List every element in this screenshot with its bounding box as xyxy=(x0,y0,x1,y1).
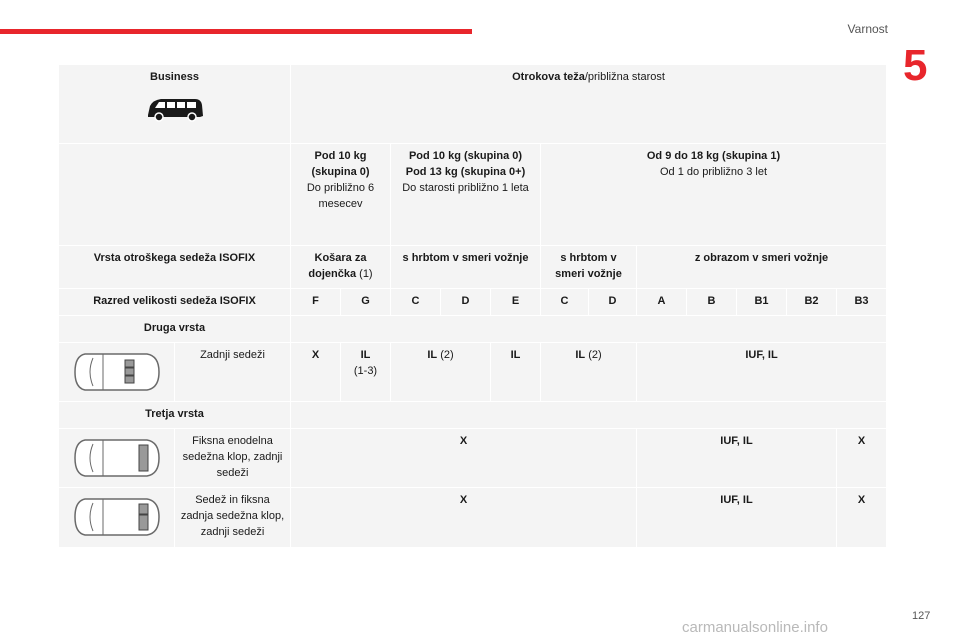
value-cell: X xyxy=(291,487,637,547)
row-3-seat: Fiksna enodelna sedežna klop, zadnji sedeži xyxy=(175,428,291,487)
weight-header: Otrokova teža/približna starost xyxy=(291,65,887,144)
table-row xyxy=(59,401,887,428)
car-top-view-icon xyxy=(73,350,161,394)
table-row xyxy=(59,342,887,401)
header-accent-bar xyxy=(0,29,472,34)
isofix-type-label: Vrsta otroškega sedeža ISOFIX xyxy=(59,246,291,289)
row-2-label: Druga vrsta xyxy=(59,315,291,342)
size-class-value: D xyxy=(589,289,637,316)
value-cell: IUF, IL xyxy=(637,428,837,487)
value-cell: X xyxy=(291,428,637,487)
size-class-value: E xyxy=(491,289,541,316)
group-1-cell: Od 9 do 18 kg (skupina 1) Od 1 do približno 3 let xyxy=(541,144,887,246)
value-cell: X xyxy=(837,428,887,487)
forward-facing-cell: z obrazom v smeri vožnje xyxy=(637,246,887,289)
table-row xyxy=(59,144,887,246)
value-cell: X xyxy=(837,487,887,547)
size-class-value: B2 xyxy=(787,289,837,316)
page-number: 127 xyxy=(912,610,931,622)
value-cell: IUF, IL xyxy=(637,342,887,401)
value-cell: X xyxy=(291,342,341,401)
row-2-seat: Zadnji sedeži xyxy=(175,342,291,401)
table-row xyxy=(59,246,887,289)
car-top-view-icon xyxy=(73,495,161,539)
van-icon xyxy=(145,96,205,124)
table-row xyxy=(59,289,887,316)
watermark: carmanualsonline.info xyxy=(682,619,828,636)
table-row xyxy=(59,315,887,342)
table-row xyxy=(59,65,887,144)
seat-diagram-cell xyxy=(59,487,175,547)
group-0plus-cell: Pod 10 kg (skupina 0) Pod 13 kg (skupina 0+) Do starosti približno 1 leta xyxy=(391,144,541,246)
size-class-value: C xyxy=(391,289,441,316)
size-class-value: G xyxy=(341,289,391,316)
table-row xyxy=(59,428,887,487)
seat-diagram-cell xyxy=(59,342,175,401)
size-class-value: D xyxy=(441,289,491,316)
size-class-value: B1 xyxy=(737,289,787,316)
chapter-number: 5 xyxy=(903,41,928,90)
table-row xyxy=(59,487,887,547)
group-0-cell: Pod 10 kg (skupina 0) Do približno 6 mesecev xyxy=(291,144,391,246)
rear-facing-cell: s hrbtom v smeri vožnje xyxy=(541,246,637,289)
car-top-view-icon xyxy=(73,436,161,480)
rear-facing-cell: s hrbtom v smeri vožnje xyxy=(391,246,541,289)
seat-diagram-cell xyxy=(59,428,175,487)
size-class-value: A xyxy=(637,289,687,316)
row-3-label: Tretja vrsta xyxy=(59,401,291,428)
size-class-value: B xyxy=(687,289,737,316)
carrycot-cell: Košara za dojenčka (1) xyxy=(291,246,391,289)
size-class-value: F xyxy=(291,289,341,316)
section-title: Varnost xyxy=(847,22,888,36)
business-label: Business xyxy=(150,71,199,83)
value-cell: IL xyxy=(491,342,541,401)
value-cell: IUF, IL xyxy=(637,487,837,547)
size-class-label: Razred velikosti sedeža ISOFIX xyxy=(59,289,291,316)
row-3-seat: Sedež in fiksna zadnja sedežna klop, zadnji sedeži xyxy=(175,487,291,547)
size-class-value: B3 xyxy=(837,289,887,316)
value-cell: IL (2) xyxy=(541,342,637,401)
size-class-value: C xyxy=(541,289,589,316)
value-cell: IL (2) xyxy=(391,342,491,401)
business-cell xyxy=(59,65,291,144)
value-cell: IL (1-3) xyxy=(341,342,391,401)
isofix-table xyxy=(58,64,887,548)
